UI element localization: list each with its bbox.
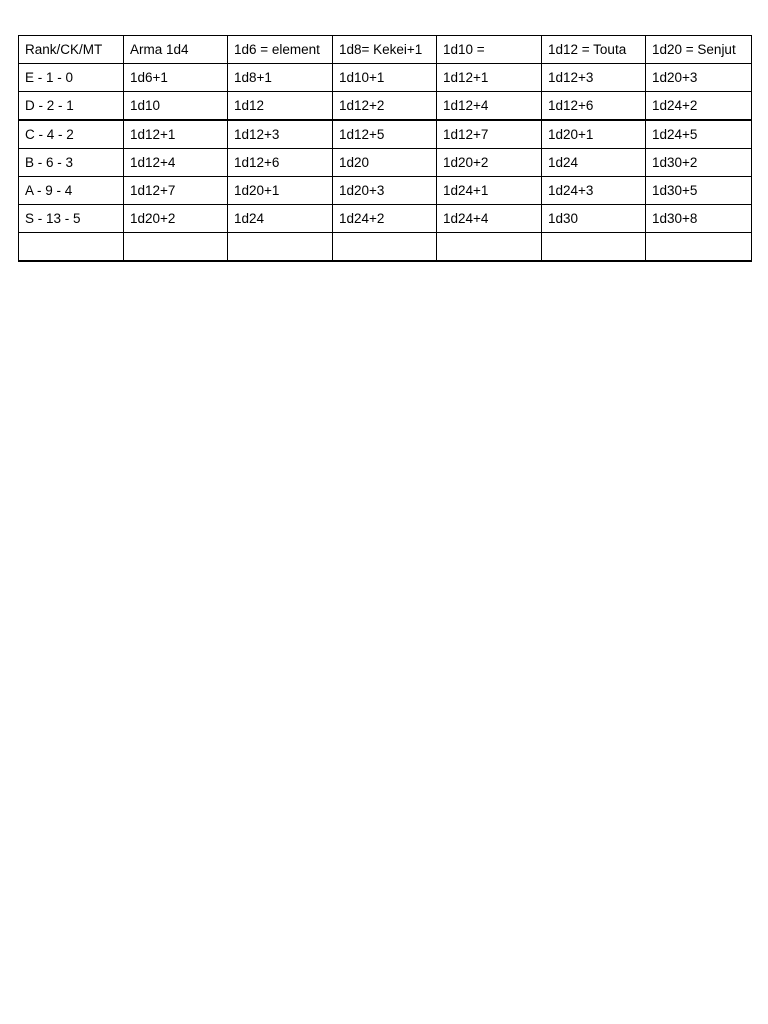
table-cell: 1d20+1 bbox=[228, 177, 333, 205]
header-cell-rank: Rank/CK/MT bbox=[19, 36, 124, 64]
table-cell: 1d8+1 bbox=[228, 64, 333, 92]
table-cell: 1d12+6 bbox=[228, 149, 333, 177]
table-cell: 1d24+4 bbox=[437, 205, 542, 233]
table-cell: E - 1 - 0 bbox=[19, 64, 124, 92]
table-cell: 1d30+2 bbox=[646, 149, 752, 177]
table-cell: 1d20+2 bbox=[437, 149, 542, 177]
table-cell: 1d12 bbox=[228, 92, 333, 121]
table-cell: 1d24+3 bbox=[542, 177, 646, 205]
table-cell: 1d12+4 bbox=[437, 92, 542, 121]
table-row-c bbox=[19, 120, 752, 149]
table-cell: 1d20+3 bbox=[333, 177, 437, 205]
table-cell: B - 6 - 3 bbox=[19, 149, 124, 177]
table-cell: 1d20+1 bbox=[542, 120, 646, 149]
table-cell: 1d12+5 bbox=[333, 120, 437, 149]
table-cell: 1d6+1 bbox=[124, 64, 228, 92]
table-row-a bbox=[19, 177, 752, 205]
table-cell-empty bbox=[542, 233, 646, 262]
table-cell: 1d24 bbox=[542, 149, 646, 177]
table-cell-empty bbox=[646, 233, 752, 262]
table-cell: 1d12+1 bbox=[124, 120, 228, 149]
header-cell-element: 1d6 = element bbox=[228, 36, 333, 64]
table-cell-empty bbox=[333, 233, 437, 262]
table-cell: 1d12+3 bbox=[542, 64, 646, 92]
table-cell: 1d20+3 bbox=[646, 64, 752, 92]
table-header-row bbox=[19, 36, 752, 64]
header-cell-senjut: 1d20 = Senjut bbox=[646, 36, 752, 64]
table-cell: 1d10 bbox=[124, 92, 228, 121]
table-cell-empty bbox=[228, 233, 333, 262]
table-cell-empty bbox=[437, 233, 542, 262]
table-cell: 1d20 bbox=[333, 149, 437, 177]
table-cell: 1d12+1 bbox=[437, 64, 542, 92]
table-cell: A - 9 - 4 bbox=[19, 177, 124, 205]
table-cell: 1d12+4 bbox=[124, 149, 228, 177]
table-cell: 1d12+2 bbox=[333, 92, 437, 121]
table-cell: 1d12+3 bbox=[228, 120, 333, 149]
table-cell: 1d12+7 bbox=[437, 120, 542, 149]
table-cell: D - 2 - 1 bbox=[19, 92, 124, 121]
table-cell: 1d24+1 bbox=[437, 177, 542, 205]
table-cell: C - 4 - 2 bbox=[19, 120, 124, 149]
table-row-empty bbox=[19, 233, 752, 262]
header-cell-touta: 1d12 = Touta bbox=[542, 36, 646, 64]
table-cell: 1d20+2 bbox=[124, 205, 228, 233]
table-cell: 1d24+2 bbox=[333, 205, 437, 233]
table-row-d bbox=[19, 92, 752, 121]
table-row-s bbox=[19, 205, 752, 233]
table-row-e bbox=[19, 64, 752, 92]
table-cell: 1d24 bbox=[228, 205, 333, 233]
header-cell-arma: Arma 1d4 bbox=[124, 36, 228, 64]
table-cell-empty bbox=[124, 233, 228, 262]
table-cell: 1d12+6 bbox=[542, 92, 646, 121]
table-row-b bbox=[19, 149, 752, 177]
damage-dice-table bbox=[18, 35, 752, 262]
table-cell: 1d10+1 bbox=[333, 64, 437, 92]
header-cell-1d10: 1d10 = bbox=[437, 36, 542, 64]
table-cell: 1d12+7 bbox=[124, 177, 228, 205]
table-cell: 1d24+5 bbox=[646, 120, 752, 149]
table-cell: 1d30 bbox=[542, 205, 646, 233]
table-cell: 1d24+2 bbox=[646, 92, 752, 121]
table-cell: S - 13 - 5 bbox=[19, 205, 124, 233]
table-cell: 1d30+8 bbox=[646, 205, 752, 233]
table-cell: 1d30+5 bbox=[646, 177, 752, 205]
header-cell-kekei: 1d8= Kekei+1 bbox=[333, 36, 437, 64]
table-cell-empty bbox=[19, 233, 124, 262]
